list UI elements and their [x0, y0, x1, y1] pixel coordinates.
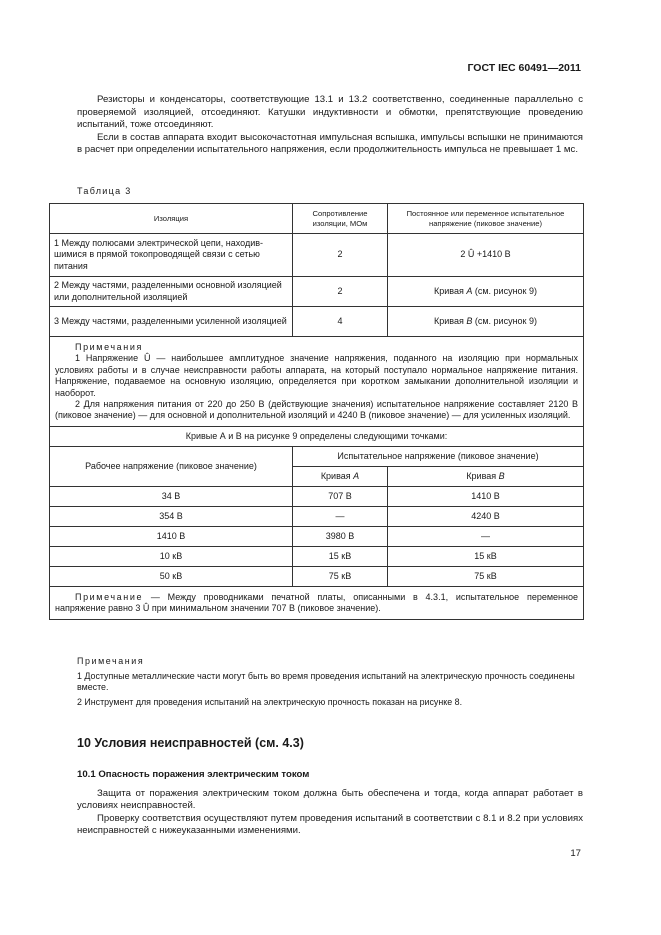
header-test-voltage-peak: Испытательное напряжение (пиковое значение)	[293, 446, 584, 466]
table-row	[50, 486, 584, 506]
notes-after-table	[77, 656, 583, 711]
row1-insulation: 1 Между полюсами электрической цепи, находившимися в прямой токопроводящей связи с сетью питания	[50, 234, 293, 277]
table-row	[50, 526, 584, 546]
curves-caption-row	[50, 426, 584, 446]
note-1: 1 Доступные металлические части могут быть во время проведения испытаний на электрическую прочность соединены вместе.	[77, 670, 575, 693]
header-test-voltage: Постоянное или переменное испытательное напряжение (пиковое значение)	[388, 204, 584, 234]
row2-voltage: Кривая A (см. рисунок 9)	[388, 277, 584, 307]
curves-caption: Кривые А и В на рисунке 9 определены следующими точками:	[50, 426, 584, 446]
intro-paragraph-1: Резисторы и конденсаторы, соответствующие 13.1 и 13.2 соответственно, соединенные параллельно с проверяемой изоляцией, отсоединяют. Катушки индуктивности и обмотки, препятствующие проведению испытаний, тоже отсоединяют.	[77, 94, 583, 131]
point-curve-b: —	[388, 526, 584, 546]
point-curve-b: 4240 В	[388, 506, 584, 526]
point-working: 50 кВ	[50, 566, 293, 586]
table-notes-row	[50, 337, 584, 427]
point-working: 34 В	[50, 486, 293, 506]
page-number: 17	[570, 848, 581, 859]
section-body	[77, 788, 583, 838]
row3-resistance: 4	[293, 307, 388, 337]
row2-resistance: 2	[293, 277, 388, 307]
table-bottom-note	[50, 586, 584, 619]
point-working: 354 В	[50, 506, 293, 526]
header-insulation: Изоляция	[50, 204, 293, 234]
row3-voltage: Кривая B (см. рисунок 9)	[388, 307, 584, 337]
body-paragraph-1: Защита от поражения электрическим током должна быть обеспечена и тогда, когда аппарат работает в условиях неисправностей.	[77, 788, 583, 812]
bottom-note-text: — Между проводниками печатной платы, описанными в 4.3.1, испытательное переменное напряжение равно 3 Û при минимальном значении 707 В (пиковое значение).	[55, 591, 578, 614]
table-note-2: 2 Для напряжения питания от 220 до 250 В (действующие значения) испытательное напряжение составляет 2120 В (пиковое значение) — для основной и дополнительной изоляций и 4240 В (пиковое значение) — для усиленных изоляций.	[55, 399, 578, 421]
point-curve-b: 15 кВ	[388, 546, 584, 566]
notes-title: Примечания	[77, 656, 145, 666]
header-working-voltage: Рабочее напряжение (пиковое значение)	[50, 446, 293, 486]
row1-voltage: 2 Û +1410 В	[388, 234, 584, 277]
row2-insulation: 2 Между частями, разделенными основной изоляцией или дополнительной изоляцией	[50, 277, 293, 307]
header-resistance: Сопротивление изоляции, МОм	[293, 204, 388, 234]
table-row	[50, 307, 584, 337]
table-row	[50, 277, 584, 307]
table-row	[50, 234, 584, 277]
body-paragraph-2: Проверку соответствия осуществляют путем проведения испытаний в соответствии с 8.1 и 8.2 при условиях неисправностей с нижеуказанными изменениями.	[77, 812, 583, 837]
table-row	[50, 566, 584, 586]
point-curve-b: 1410 В	[388, 486, 584, 506]
table-notes	[50, 337, 584, 427]
bottom-note-label: Примечание	[75, 591, 144, 602]
table-header-row	[50, 204, 584, 234]
table-notes-title: Примечания	[75, 342, 143, 352]
table-3	[49, 203, 584, 620]
document-header: ГОСТ IEC 60491—2011	[467, 62, 581, 74]
table-caption: Таблица 3	[77, 186, 132, 196]
table-bottom-note-row	[50, 586, 584, 619]
point-working: 10 кВ	[50, 546, 293, 566]
table-row	[50, 506, 584, 526]
point-curve-a: —	[293, 506, 388, 526]
point-curve-a: 15 кВ	[293, 546, 388, 566]
point-curve-a: 75 кВ	[293, 566, 388, 586]
table-row	[50, 546, 584, 566]
table-note-1: 1 Напряжение Û — наибольшее амплитудное значение напряжения, поданного на изоляцию при нормальных условиях работы и в случае неисправности работы аппарата, на который поступало нормальное напряжение питания. Напряжение, подаваемое на основную изоляцию, определяется при коротком замыкании дополнительной изоляции и наоборот.	[55, 353, 578, 398]
point-curve-b: 75 кВ	[388, 566, 584, 586]
section-title: 10 Условия неисправностей (см. 4.3)	[77, 736, 304, 750]
curves-header-row	[50, 446, 584, 466]
row3-insulation: 3 Между частями, разделенными усиленной изоляцией	[50, 307, 293, 337]
row1-resistance: 2	[293, 234, 388, 277]
intro-text	[77, 94, 583, 157]
header-curve-a: Кривая A	[293, 466, 388, 486]
point-working: 1410 В	[50, 526, 293, 546]
note-2: 2 Инструмент для проведения испытаний на электрическую прочность показан на рисунке 8.	[77, 696, 463, 707]
header-curve-b: Кривая B	[388, 466, 584, 486]
intro-paragraph-2: Если в состав аппарата входит высокочастотная импульсная вспышка, импульсы вспышки не принимаются в расчет при определении испытательного напряжения, если продолжительность импульса не превышает 1 мс.	[77, 131, 583, 156]
point-curve-a: 707 В	[293, 486, 388, 506]
subsection-title: 10.1 Опасность поражения электрическим током	[77, 769, 310, 780]
point-curve-a: 3980 В	[293, 526, 388, 546]
